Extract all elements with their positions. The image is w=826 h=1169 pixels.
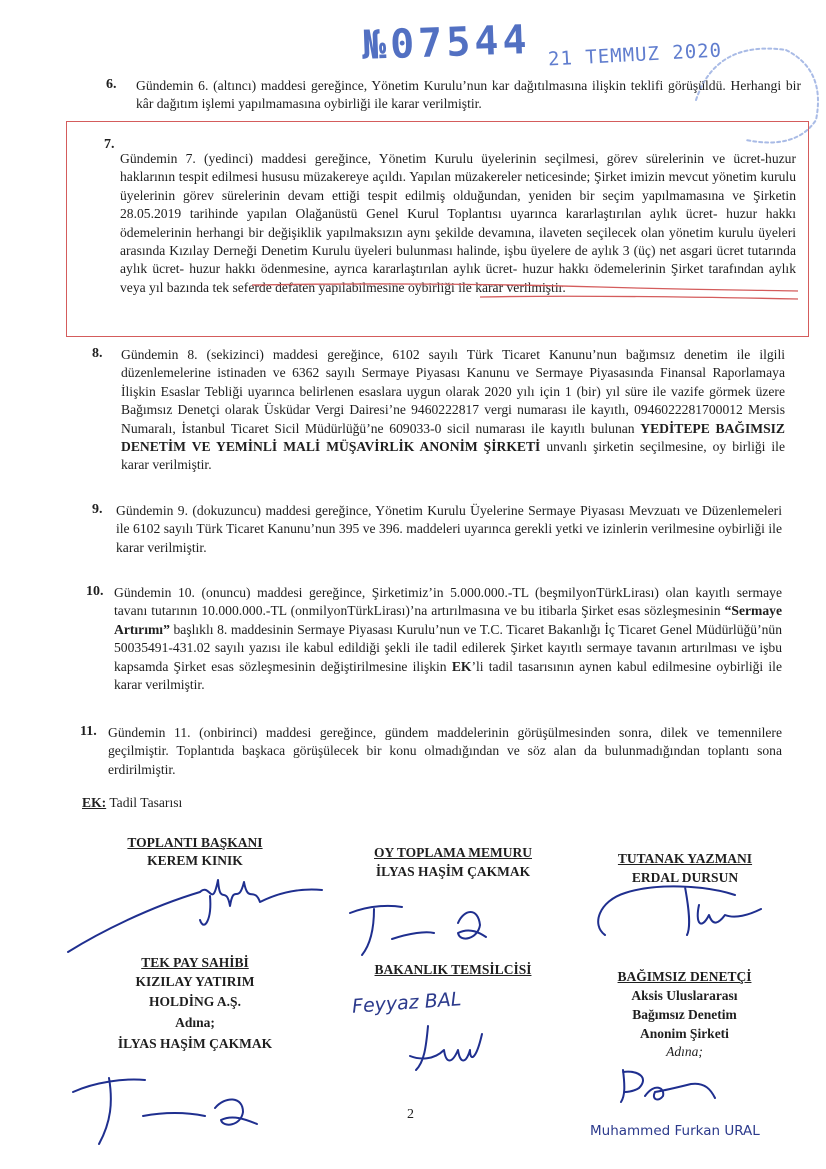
signatory-line: Adına; bbox=[175, 1015, 215, 1030]
item-10-text bbox=[114, 584, 782, 694]
annex-text: Tadil Tasarısı bbox=[109, 795, 183, 810]
signatory-line: Aksis Uluslararası bbox=[631, 988, 738, 1003]
signature-kerem-kinik bbox=[60, 862, 330, 957]
signatory-title: BAKANLIK TEMSİLCİSİ bbox=[374, 962, 532, 977]
signatory-line: Bağımsız Denetim bbox=[632, 1007, 737, 1022]
item-11-text: Gündemin 11. (onbirinci) maddesi gereğince, gündem maddelerinin görüşülmesinden sonra, dilek ve temennilere geçilmiştir. Toplantıda başkaca görüşülecek bir konu olmadığından ve söz alan da bulunmadığından toplantı sona erdirilmiştir. bbox=[108, 725, 782, 777]
item-number: 10. bbox=[86, 584, 104, 599]
item-10-text-before: Gündemin 10. (onuncu) maddesi gereğince, Şirketimiz’in 5.000.000.-TL (beşmilyonTürkLirası) olan kayıtlı sermaye tavanı tutarının 10.000.000.-TL (onmilyonTürkLirası)’na artırılmasına ve bu itibarla Şirket esas sözleşmesinin bbox=[114, 585, 782, 619]
signatory-name: ERDAL DURSUN bbox=[631, 870, 739, 885]
signatory-title: TUTANAK YAZMANI bbox=[617, 851, 753, 866]
page-number: 2 bbox=[407, 1107, 414, 1122]
signatory-line: KIZILAY YATIRIM bbox=[135, 974, 255, 989]
signature-auditor bbox=[615, 1062, 735, 1107]
signatory-title: OY TOPLAMA MEMURU bbox=[374, 845, 532, 860]
red-underline bbox=[250, 281, 800, 301]
signature-erdal-dursun bbox=[585, 875, 780, 945]
item-10-text-mid: başlıklı 8. maddesinin Sermaye Piyasası Kurulu’nun ve T.C. Ticaret Bakanlığı İç Ticaret Genel Müdürlüğü’nün 50035491-431.02 sayılı yazısı ile kabul edildiği şekli ile tadil edilerek Şirket kayıtlı sermaye tavanın artırılması ve işbu kapsamda Şirket esas sözleşmesinin değiştirilmesine ilişkin bbox=[114, 621, 782, 674]
annex-ref: EK bbox=[451, 658, 472, 674]
handwritten-name: Feyyaz BAL bbox=[351, 988, 463, 1018]
date-stamp: 21 TEMMUZ 2020 bbox=[547, 39, 723, 71]
item-number: 9. bbox=[92, 502, 103, 517]
item-8-text-before: Gündemin 8. (sekizinci) maddesi gereğince, 6102 sayılı Türk Ticaret Kanunu’nun bağımsız denetim ile ilgili düzenlemelerine istinaden ve 6362 sayılı Sermaye Piyasası Kanunu ve Sermaye Piyasasında Finansal Raporlamaya İlişkin Esaslar Tebliği uyarınca belirlenen esaslara uygun olarak 2020 yılı için 1 (bir) yıl süre ile vazife görmek üzere Bağımsız Denetçi olarak Üsküdar Vergi Dairesi’ne 9460222817 vergi numarası ile kayıtlı, 0946022281700012 Mersis Numaralı, İstanbul Ticaret Sicil Müdürlüğü’ne 609033-0 sicil numarası ile kayıtlı bulunan bbox=[121, 347, 785, 436]
item-8-text bbox=[121, 346, 785, 475]
signature-ilyas-cakmak-1 bbox=[340, 893, 510, 963]
signatory-line: HOLDİNG A.Ş. bbox=[149, 994, 241, 1009]
item-number: 7. bbox=[104, 137, 115, 152]
signatory-title: TEK PAY SAHİBİ bbox=[141, 955, 249, 970]
item-7-text-underlined: işbu üyelere de aylık 3 (üç) net asgari ücret tutarında aylık ücret- huzur hakkı bbox=[120, 243, 797, 277]
item-number: 8. bbox=[92, 346, 103, 361]
item-8-text-after: unvanlı şirketin seçilmesine, oy birliği ile karar verilmiştir. bbox=[121, 439, 785, 473]
item-7-text-before: Gündemin 7. (yedinci) maddesi gereğince, Yönetim Kurulu üyelerinin seçilmesi, görev sürelerinin ve ücret-huzur haklarının tespit edilmesi hususu müzakereye açıldı. Yapılan müzakereler neticesinde; Şirket imizin mevcut yönetim kurulu üyelerinin görev sürelerinin devam ettiği tespit edilmiş olduğundan, yeniden bir seçim yapılmamasına ve Şirketin 28.05.2019 tarihinde yapılan Olağanüstü Genel Kurul Toplantısı uyarınca kararlaştırılan aylık ücret- huzur hakkı ödemelerinin herhangi bir değişiklik yapılmaksızın aynı şekilde devamına, ilaveten seçilecek olan yönetim kurulu üyeleri arasında Kızılay Derneği Denetim Kurulu üyeleri bulunması halinde, bbox=[120, 151, 796, 259]
item-10-text-after: ’li tadil tasarısının aynen kabul edilmesine oybirliği ile karar verilmiştir. bbox=[114, 658, 782, 693]
annex-line bbox=[82, 795, 182, 811]
signatory-on-behalf: Adına; bbox=[666, 1044, 703, 1059]
item-6-text: Gündemin 6. (altıncı) maddesi gereğince, Yönetim Kurulu’nun kar dağıtılmasına ilişkin teklifi görüşüldü. Herhangi bir kâr dağıtım işlemi yapılmamasına oybirliği ile karar verilmiştir. bbox=[136, 78, 801, 112]
item-9-text: Gündemin 9. (dokuzuncu) maddesi gereğince, Yönetim Kurulu Üyelerine Sermaye Piyasası Mevzuatı ve Düzenlemeleri ile 6102 sayılı Türk Ticaret Kanunu’nun 395 ve 396. maddeleri uyarınca gerekli yetki ve izinlerin verilmesine oybirliği ile karar verilmiştir. bbox=[116, 503, 782, 555]
signatory-title: BAĞIMSIZ DENETÇİ bbox=[617, 969, 752, 984]
auditor-name: YEDİTEPE BAĞIMSIZ DENETİM VE YEMİNLİ MALİ MÜŞAVİRLİK ANONİM ŞİRKETİ bbox=[121, 420, 785, 455]
signatory-title: TOPLANTI BAŞKANI bbox=[127, 835, 263, 850]
section-title: “Sermaye Artırımı” bbox=[114, 603, 782, 637]
signatory-name: KEREM KINIK bbox=[147, 853, 243, 868]
item-number: 6. bbox=[106, 77, 117, 92]
item-number: 11. bbox=[80, 724, 97, 739]
item-7-text-after: ödenmesine, ayrıca kararlaştırılan aylık ücret- huzur hakkı ödemelerinin Şirket tarafından aylık veya yıl bazında tek seferde defaten yapılabilmesine oybirliği ile karar verilmiştir. bbox=[120, 261, 796, 295]
document-number-stamp: №07544 bbox=[361, 17, 532, 69]
signatory-name: İLYAS HAŞİM ÇAKMAK bbox=[117, 1036, 273, 1051]
signature-ilyas-cakmak-2 bbox=[65, 1062, 295, 1157]
signatory-name: İLYAS HAŞİM ÇAKMAK bbox=[375, 864, 531, 879]
annex-label: EK: bbox=[82, 795, 107, 810]
signatory-line: Anonim Şirketi bbox=[640, 1026, 729, 1041]
handwritten-name: Muhammed Furkan URAL bbox=[590, 1123, 760, 1139]
item-7-text bbox=[120, 150, 796, 297]
signature-bakanlik bbox=[400, 1020, 510, 1075]
